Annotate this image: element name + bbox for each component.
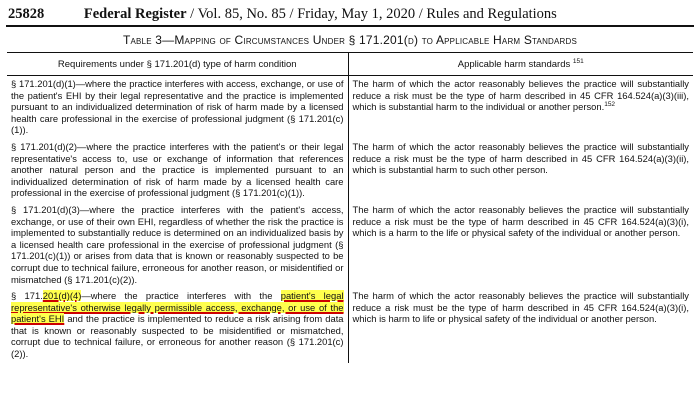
harm-standard-cell — [348, 76, 693, 139]
footnote-ref: 151 — [572, 57, 584, 65]
harm-standard-text: The harm of which the actor reasonably believes the practice will substantially reduce a risk must be the type of harm described in 45 CFR 164.524(a)(3)(iii), which is substantial harm to the individual or another person. — [352, 78, 689, 113]
harm-standard-cell: The harm of which the actor reasonably believes the practice will substantially reduce a risk must be the type of harm described in 45 CFR 164.524(a)(3)(ii), which is substantial harm to such other person. — [348, 139, 693, 202]
footnote-ref: 152 — [604, 101, 616, 109]
table-header-row — [7, 53, 693, 76]
issue-citation: / Vol. 85, No. 85 / Friday, May 1, 2020 / Rules and Regulations — [186, 6, 557, 22]
column-header-harm-standards-label: Applicable harm standards — [457, 58, 571, 70]
requirement-prefix: § 171. — [11, 290, 43, 302]
page-number: 25828 — [8, 6, 45, 22]
table-row — [7, 288, 693, 363]
table-row — [7, 76, 693, 139]
table-row — [7, 202, 693, 288]
requirement-text: —where the practice interferes with the — [81, 290, 281, 302]
requirement-text-rest: and the practice is implemented to reduce a risk arising from data that is known or reasonably suspected to be misidentified or mismatched, corrupt due to technical failure, or erroneous for another reason (§ 171.201(c)(2)). — [11, 313, 344, 360]
highlighted-phrase: patient's legal representative's otherwise legally permissible access, exchange, or use of the patient's EHI — [11, 290, 344, 325]
harm-standard-cell: The harm of which the actor reasonably believes the practice will substantially reduce a risk must be the type of harm described in 45 CFR 164.524(a)(3)(i), which is a harm to the life or physical safety of the individual or another person. — [348, 202, 693, 288]
publication-name: Federal Register — [83, 6, 187, 22]
column-header-requirements: Requirements under § 171.201(d) type of harm condition — [7, 53, 348, 76]
header-rule — [6, 25, 694, 27]
highlighted-section-ref: 201(d)(4) — [42, 290, 82, 302]
requirement-cell: § 171.201(d)(3)—where the practice interferes with the patient's access, exchange, or use of their own EHI, regardless of whether the risk the practice is implemented to substantially reduce is determined on an individualized basis by a licensed health care professional in the exercise of professional judgment (§ 171.201(c)(1)) or arises from data that is known or reasonably suspected to be corrupt due to technical failure, erroneous for another reason, or misidentified or mismatched (§ 171.201(c)(2)). — [11, 203, 344, 285]
requirement-cell: § 171.201(d)(2)—where the practice interferes with the patient's or their legal representative's access to, use or exchange of information that references another natural person and the practice is implemented pursuant to an individualized determination of risk of harm made by a licensed health care professional in the exercise of professional judgment (§ 171.201(c)(1)). — [11, 140, 344, 199]
requirement-cell: § 171.201(d)(1)—where the practice interferes with access, exchange, or use of the patient's EHI by their legal representative and the practice is implemented pursuant to an individualized determination of risk of harm made by a licensed health care professional in the exercise of professional judgment (§ 171.201(c)(1)). — [11, 78, 344, 136]
table-title: Table 3—Mapping of Circumstances Under § 171.201(d) to Applicable Harm Standards — [122, 33, 578, 47]
harm-standard-cell: The harm of which the actor reasonably believes the practice will substantially reduce a risk must be the type of harm described in 45 CFR 164.524(a)(3)(i), which is harm to life or physical safety of the individual or another person. — [348, 288, 693, 363]
column-header-harm-standards — [348, 53, 693, 76]
table-row — [7, 139, 693, 202]
page-header — [8, 4, 692, 24]
harm-standards-table — [7, 52, 693, 363]
requirement-cell — [7, 288, 348, 363]
